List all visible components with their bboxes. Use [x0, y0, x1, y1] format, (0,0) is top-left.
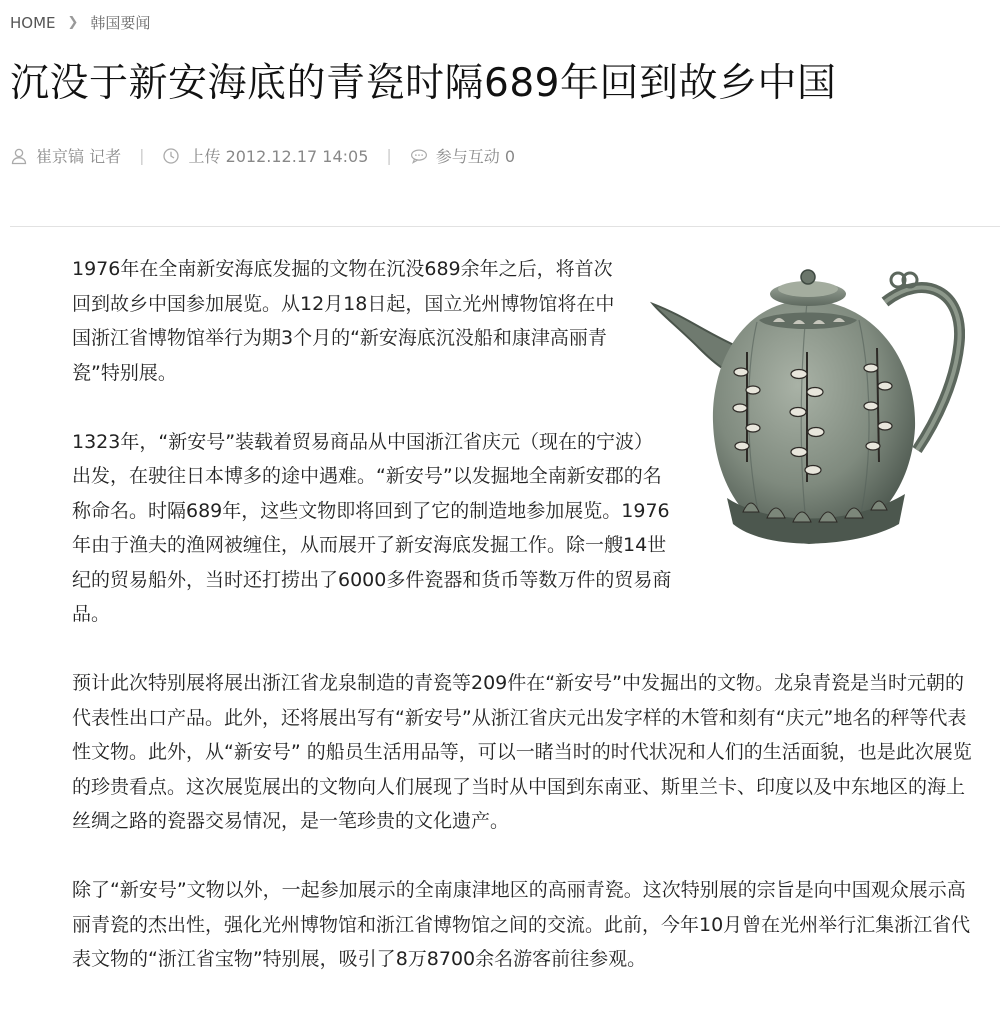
article-paragraph-3: 预计此次特别展将展出浙江省龙泉制造的青瓷等209件在“新安号”中发掘出的文物。龙泉青瓷是当时元朝的代表性出口产品。此外，还将展出写有“新安号”从浙江省庆元出发字样的木管和刻有“庆元”地名的秤等代表性文物。此外，从“新安号” 的船员生活用品等，可以一睹当时的时代状况和人们的生活面貌，也是此次展览的珍贵看点。这次展览展出的文物向人们展现了当时从中国到东南亚、斯里兰卡、印度以及中东地区的海上丝绸之路的瓷器交易情况，是一笔珍贵的文化遗产。	[72, 672, 972, 832]
user-icon	[10, 147, 28, 165]
author-name: 崔京镐 记者	[36, 147, 122, 166]
header-divider	[10, 226, 1000, 227]
breadcrumb-category-link[interactable]: 韩国要闻	[90, 14, 151, 32]
article-paragraph-2: 1323年，“新安号”装载着贸易商品从中国浙江省庆元（现在的宁波）出发，在驶往日本博多的途中遇难。“新安号”以发掘地全南新安郡的名称命名。时隔689年，这些文物即将回到了它的制造地参加展览。1976年由于渔夫的渔网被缠住，从而展开了新安海底发掘工作。除一艘14世纪的贸易船外，当时还打捞出了6000多件瓷器和货币等数万件的贸易商品。	[72, 430, 672, 625]
comment-icon	[410, 147, 428, 165]
article-meta	[10, 144, 515, 167]
clock-icon	[162, 147, 180, 165]
meta-divider: |	[139, 146, 145, 165]
article-paragraph-1: 1976年在全南新安海底发掘的文物在沉没689余年之后，将首次回到故乡中国参加展览。从12月18日起，国立光州博物馆将在中国浙江省博物馆举行为期3个月的“新安海底沉没船和康津高丽青瓷”特别展。	[72, 258, 615, 384]
article-body	[72, 252, 972, 1011]
breadcrumb	[10, 12, 150, 33]
meta-divider: |	[386, 146, 392, 165]
article-paragraph-4: 除了“新安号”文物以外，一起参加展示的全南康津地区的高丽青瓷。这次特别展的宗旨是向中国观众展示高丽青瓷的杰出性，强化光州博物馆和浙江省博物馆之间的交流。此前，今年10月曾在光州举行汇集浙江省代表文物的“浙江省宝物”特别展，吸引了8万8700余名游客前往参观。	[72, 879, 971, 970]
chevron-right-icon: ❯	[67, 15, 79, 30]
comments-link[interactable]: 参与互动 0	[435, 147, 516, 166]
page-title: 沉没于新安海底的青瓷时隔689年回到故乡中国	[10, 61, 837, 106]
breadcrumb-home-link[interactable]: HOME	[10, 13, 56, 32]
upload-time: 上传 2012.12.17 14:05	[188, 147, 369, 166]
